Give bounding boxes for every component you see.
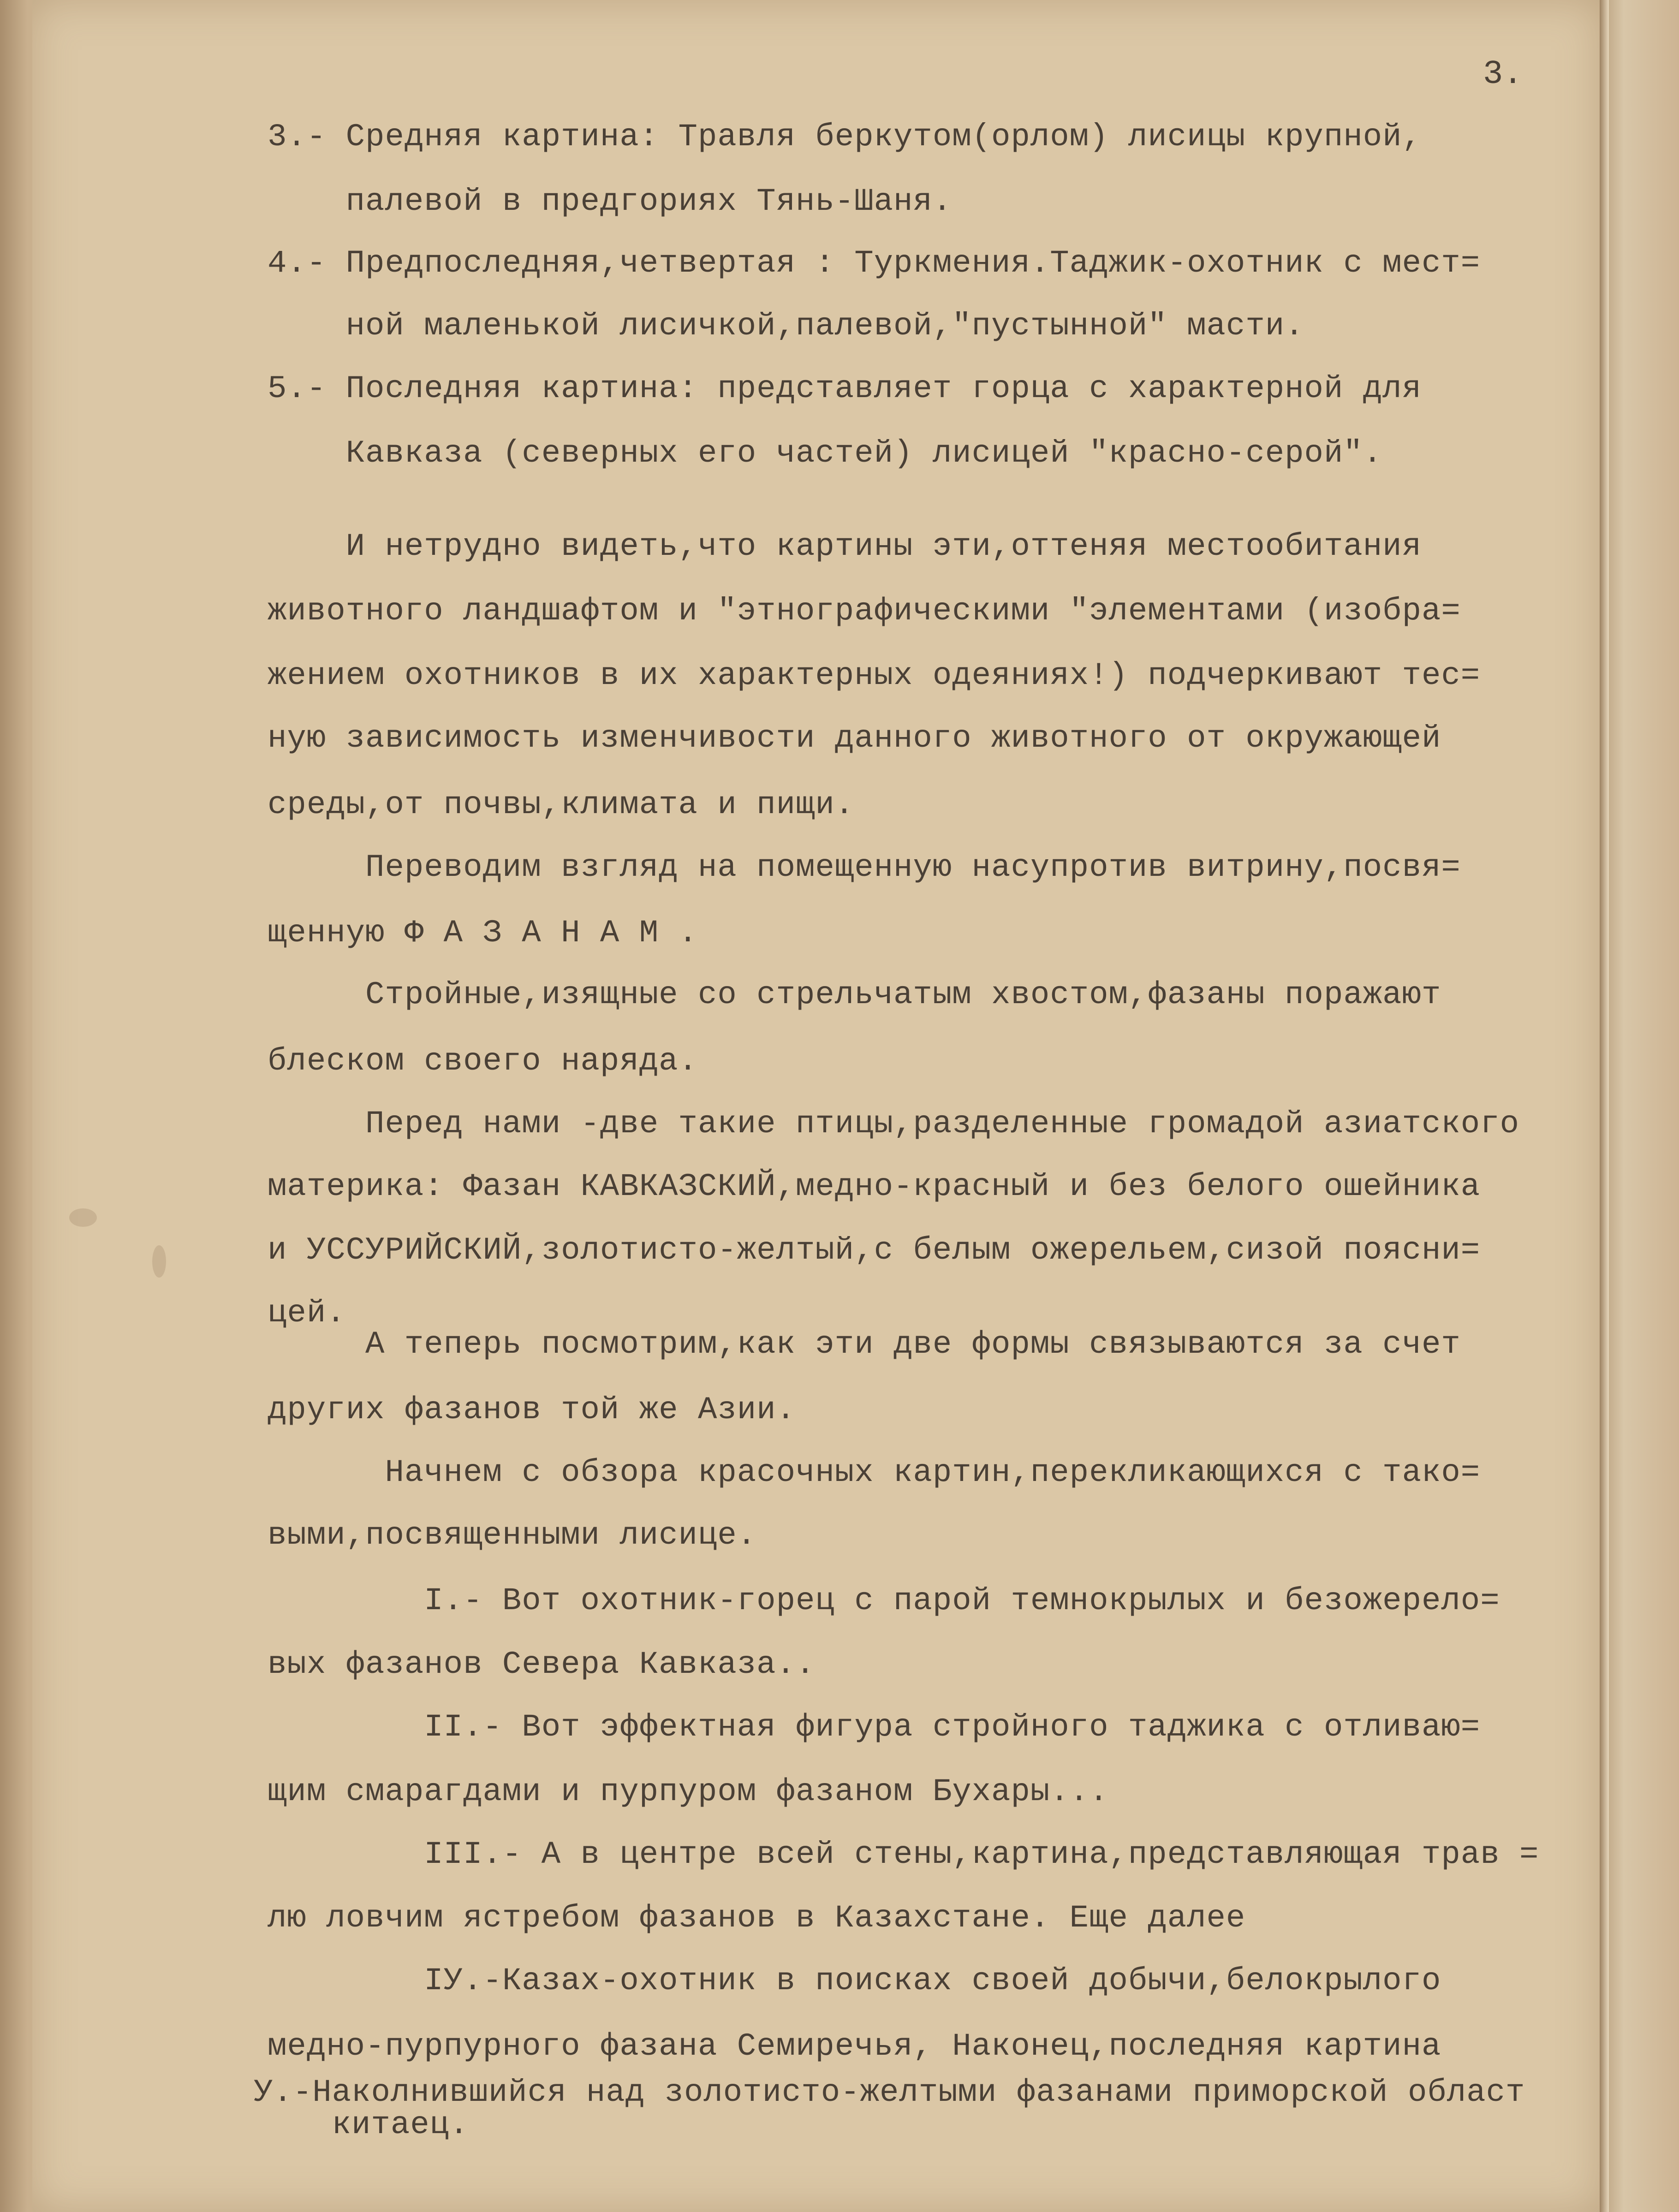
text-line: китаец.	[254, 2107, 469, 2143]
text-line: животного ландшафтом и "этнографическими "элементами (изобра=	[268, 593, 1461, 629]
text-line: ной маленькой лисичкой,палевой,"пустынной" масти.	[268, 308, 1304, 344]
text-line: Переводим взгляд на помещенную насупротив витрину,посвя=	[268, 850, 1461, 886]
text-line: III.- А в центре всей стены,картина,представляющая трав =	[268, 1837, 1539, 1873]
text-line: и УССУРИЙСКИЙ,золотисто-желтый,с белым ожерельем,сизой поясни=	[268, 1232, 1481, 1268]
text-line: У.-Наколнившийся над золотисто-желтыми фазанами приморской област	[254, 2075, 1525, 2111]
text-line: А теперь посмотрим,как эти две формы связываются за счет	[268, 1326, 1461, 1362]
text-line: Начнем с обзора красочных картин,перекликающихся с тако=	[268, 1455, 1481, 1491]
text-line: жением охотников в их характерных одеяниях!) подчеркивают тес=	[268, 658, 1481, 694]
paper-stain	[69, 1208, 97, 1227]
text-line: медно-пурпурного фазана Семиречья, Наконец,последняя картина	[268, 2028, 1441, 2064]
text-line: 3.- Средняя картина: Травля беркутом(орлом) лисицы крупной,	[268, 119, 1422, 155]
paper-stain	[152, 1245, 166, 1278]
text-line: среды,от почвы,климата и пищи.	[268, 787, 855, 823]
text-line: Перед нами -две такие птицы,разделенные громадой азиатского	[268, 1106, 1520, 1142]
text-line: блеском своего наряда.	[268, 1043, 698, 1079]
text-line: щенную Ф А З А Н А М .	[268, 915, 698, 951]
page-edge	[1600, 0, 1609, 2212]
text-line: щим смарагдами и пурпуром фазаном Бухары...	[268, 1774, 1109, 1810]
text-line: Стройные,изящные со стрельчатым хвостом,фазаны поражают	[268, 977, 1441, 1013]
text-line: 4.- Предпоследняя,четвертая : Туркмения.Таджик-охотник с мест=	[268, 245, 1481, 281]
text-line: Кавказа (северных его частей) лисицей "красно-серой".	[268, 435, 1383, 471]
text-line: IУ.-Казах-охотник в поисках своей добычи,белокрылого	[268, 1963, 1441, 1999]
text-line: выми,посвященными лисице.	[268, 1517, 757, 1553]
text-line: палевой в предгориях Тянь-Шаня.	[268, 184, 953, 220]
text-line: других фазанов той же Азии.	[268, 1392, 796, 1428]
text-line: цей.	[268, 1295, 346, 1331]
text-line: материка: Фазан КАВКАЗСКИЙ,медно-красный и без белого ошейника	[268, 1169, 1481, 1205]
text-line: II.- Вот эффектная фигура стройного таджика с отливаю=	[268, 1709, 1481, 1745]
text-line: вых фазанов Севера Кавказа..	[268, 1647, 816, 1683]
page-number: 3.	[1483, 55, 1523, 93]
text-line: И нетрудно видеть,что картины эти,оттеняя местообитания	[268, 529, 1422, 565]
text-line: лю ловчим ястребом фазанов в Казахстане. Еще далее	[268, 1900, 1246, 1936]
text-line: I.- Вот охотник-горец с парой темнокрылых и безожерело=	[268, 1583, 1500, 1619]
text-line: 5.- Последняя картина: представляет горца с характерной для	[268, 371, 1422, 407]
text-line: ную зависимость изменчивости данного животного от окружающей	[268, 720, 1441, 756]
